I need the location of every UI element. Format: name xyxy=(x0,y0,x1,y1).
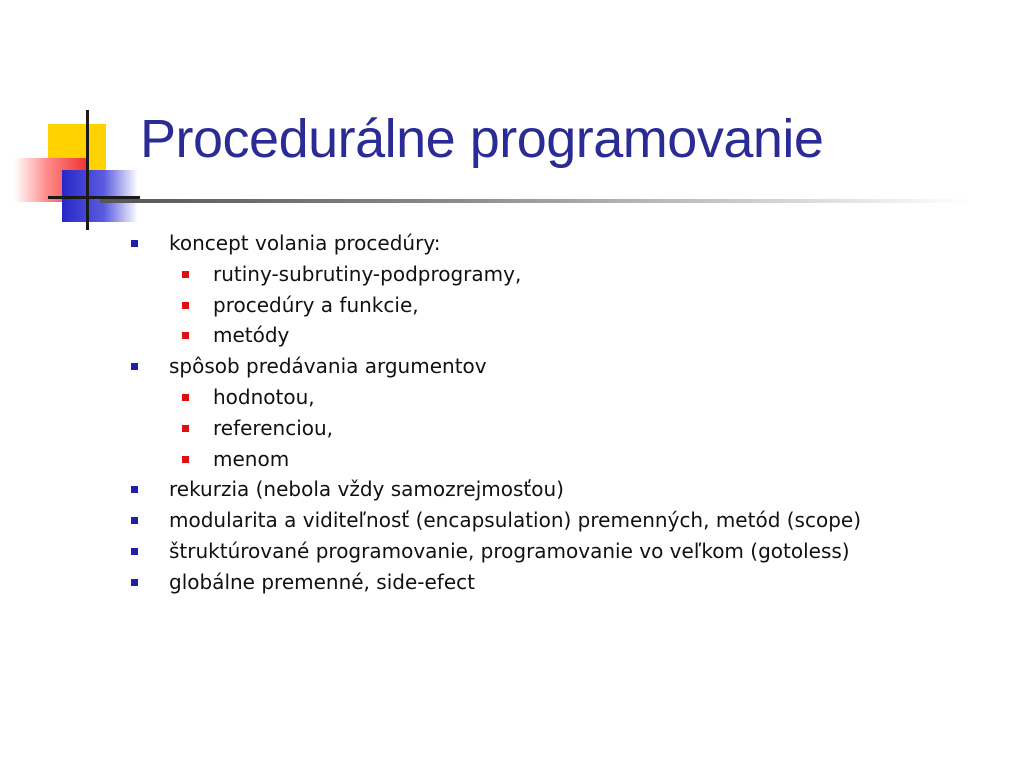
sub-bullet-item xyxy=(128,290,1008,321)
vertical-line-decoration xyxy=(86,110,89,230)
square-bullet-icon xyxy=(131,240,138,247)
square-bullet-icon xyxy=(182,456,189,463)
sub-bullet-item xyxy=(128,382,1008,413)
bullet-item xyxy=(128,228,1008,259)
title-underline xyxy=(100,199,970,203)
bullet-text: spôsob predávania argumentov xyxy=(169,354,487,379)
bullet-item xyxy=(128,505,1008,536)
square-bullet-icon xyxy=(182,271,189,278)
bullet-text: menom xyxy=(213,446,290,471)
square-bullet-icon xyxy=(131,548,138,555)
sub-bullet-item xyxy=(128,259,1008,290)
bullet-list xyxy=(128,228,1008,598)
sub-bullet-item xyxy=(128,413,1008,444)
square-bullet-icon xyxy=(131,579,138,586)
bullet-text: metódy xyxy=(213,323,290,348)
bullet-item xyxy=(128,351,1008,382)
bullet-text: koncept volania procedúry: xyxy=(169,231,441,255)
decorative-logo xyxy=(0,100,150,230)
square-bullet-icon xyxy=(182,332,189,339)
bullet-item xyxy=(128,474,1008,505)
bullet-text: referenciou, xyxy=(213,415,334,440)
square-bullet-icon xyxy=(182,425,189,432)
square-bullet-icon xyxy=(182,302,189,309)
bullet-text: globálne premenné, side-efect xyxy=(169,569,475,594)
bullet-item xyxy=(128,567,1008,598)
square-bullet-icon xyxy=(131,363,138,370)
sub-bullet-item xyxy=(128,444,1008,475)
sub-bullet-item xyxy=(128,320,1008,351)
square-bullet-icon xyxy=(182,394,189,401)
bullet-text: procedúry a funkcie, xyxy=(213,292,419,317)
bullet-list-container xyxy=(128,228,1008,598)
square-bullet-icon xyxy=(131,486,138,493)
bullet-text: hodnotou, xyxy=(213,384,315,409)
square-bullet-icon xyxy=(131,517,138,524)
slide-title: Procedurálne programovanie xyxy=(140,109,824,169)
bullet-text: štruktúrované programovanie, programovanie vo veľkom (gotoless) xyxy=(169,538,850,563)
bullet-item xyxy=(128,536,1008,567)
bullet-text: modularita a viditeľnosť (encapsulation) premenných, metód (scope) xyxy=(169,508,862,533)
bullet-text: rutiny-subrutiny-podprogramy, xyxy=(213,261,522,286)
bullet-text: rekurzia (nebola vždy samozrejmosťou) xyxy=(169,477,564,502)
